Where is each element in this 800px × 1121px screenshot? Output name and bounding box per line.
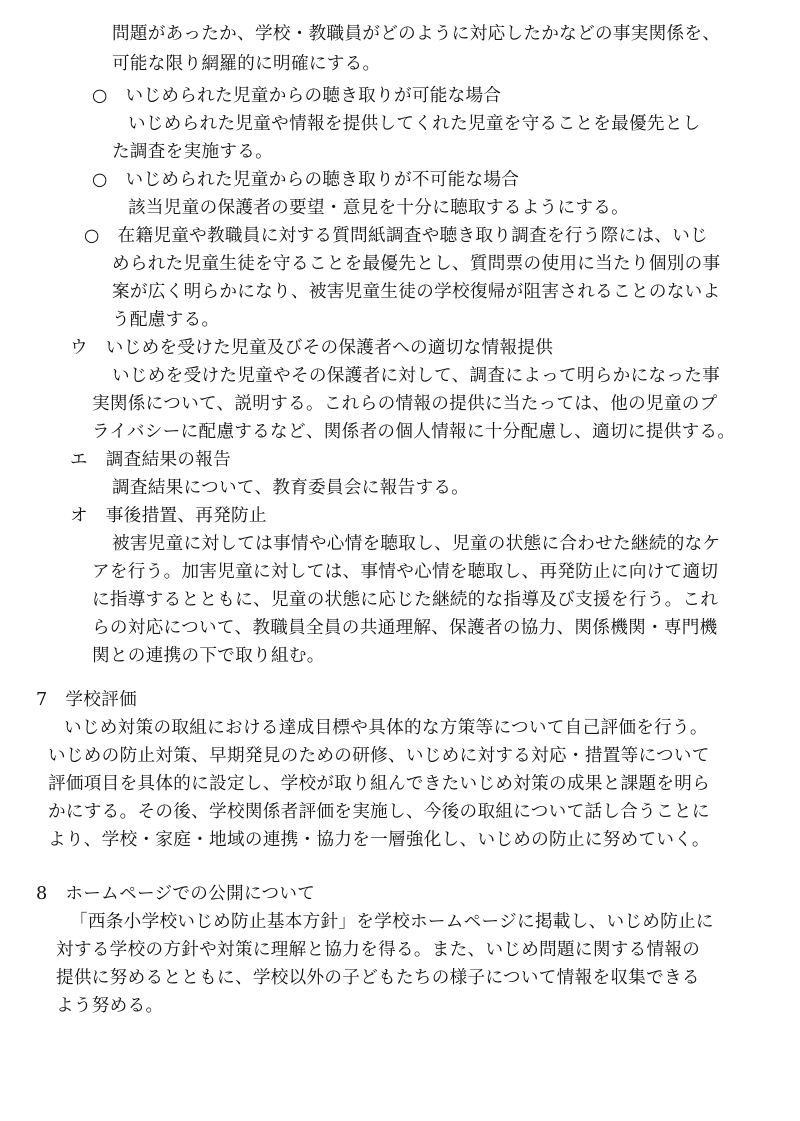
text-line: 提供に努めるとともに、学校以外の子どもたちの様子について情報を収集できる: [56, 968, 700, 988]
text-line: 可能な限り網羅的に明確にする。: [112, 54, 381, 74]
text-line: う配慮する。: [112, 310, 220, 330]
text-line: に指導するとともに、児童の状態に応じた継続的な指導及び支援を行う。これ: [92, 590, 719, 610]
text-line: た調査を実施する。: [112, 142, 274, 162]
text-line: いじめを受けた児童やその保護者に対して、調査によって明らかになった事: [112, 366, 721, 386]
text-line: 実関係について、説明する。これらの情報の提供に当たっては、他の児童のプ: [92, 394, 718, 414]
text-line: より、学校・家庭・地域の連携・協力を一層強化し、いじめの防止に努めていく。: [48, 830, 710, 850]
sub-heading: オ 事後措置、再発防止: [70, 506, 267, 526]
text-line: 対する学校の方針や対策に理解と協力を得る。また、いじめ問題に関する情報の: [56, 940, 701, 960]
bullet-heading: ○ 在籍児童や教職員に対する質問紙調査や聴き取り調査を行う際には、いじ: [84, 226, 709, 246]
text-line: 該当児童の保護者の要望・意見を十分に聴取するようにする。: [128, 198, 630, 218]
text-line: 調査結果について、教育委員会に報告する。: [112, 478, 470, 498]
bullet-heading: ○ いじめられた児童からの聴き取りが可能な場合: [92, 86, 502, 106]
text-line: められた児童生徒を守ることを最優先とし、質問票の使用に当たり個別の事: [112, 254, 721, 274]
text-line: いじめられた児童や情報を提供してくれた児童を守ることを最優先とし: [128, 114, 701, 134]
sub-heading: エ 調査結果の報告: [70, 450, 232, 470]
sub-heading: ウ いじめを受けた児童及びその保護者への適切な情報提供: [70, 338, 554, 358]
text-line: いじめの防止対策、早期発見のための研修、いじめに対する対応・措置等について: [48, 746, 710, 766]
text-line: らの対応について、教職員全員の共通理解、保護者の協力、関係機関・専門機: [92, 618, 718, 638]
text-line: 関との連携の下で取り組む。: [92, 646, 325, 666]
text-line: 案が広く明らかになり、被害児童生徒の学校復帰が阻害されることのないよ: [112, 282, 721, 302]
text-line: 「西条小学校いじめ防止基本方針」を学校ホームページに掲載し、いじめ防止に: [70, 912, 714, 932]
text-line: 被害児童に対しては事情や心情を聴取し、児童の状態に合わせた継続的なケ: [112, 534, 721, 554]
text-line: 評価項目を具体的に設定し、学校が取り組んできたいじめ対策の成果と課題を明ら: [48, 774, 711, 794]
text-line: アを行う。加害児童に対しては、事情や心情を聴取し、再発防止に向けて適切: [92, 562, 719, 582]
text-line: 問題があったか、学校・教職員がどのように対応したかなどの事実関係を、: [112, 24, 721, 44]
text-line: かにする。その後、学校関係者評価を実施し、今後の取組について話し合うことに: [48, 802, 710, 822]
section-heading: 8 ホームページでの公開について: [36, 884, 316, 904]
text-line: ライバシーに配慮するなど、関係者の個人情報に十分配慮し、適切に提供する。: [92, 422, 736, 442]
text-line: よう努める。: [56, 996, 164, 1016]
text-line: いじめ対策の取組における達成目標や具体的な方策等について自己評価を行う。: [64, 718, 708, 738]
bullet-heading: ○ いじめられた児童からの聴き取りが不可能な場合: [92, 170, 520, 190]
section-heading: 7 学校評価: [36, 690, 137, 710]
